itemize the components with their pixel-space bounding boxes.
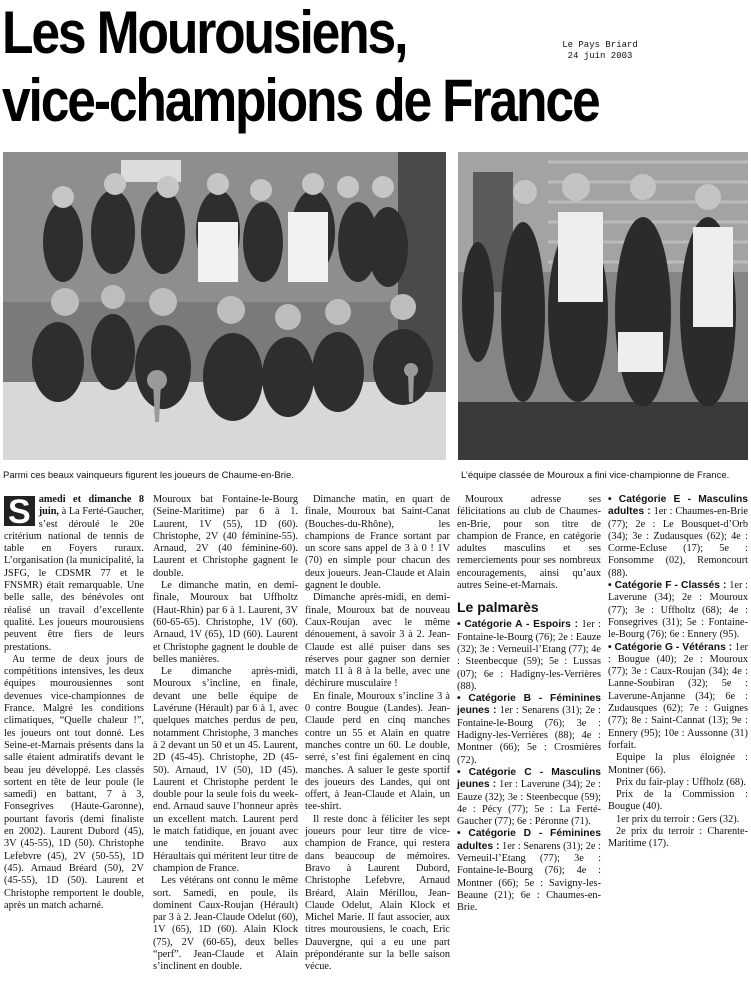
paragraph-7: Dimanche matin, en quart de finale, Mouroux bat Saint-Canat (Bouches-du-Rhône), les champions de France sortant par un score sans appel de 3 à 0 ! 1V (70) en simple pour chacun des deux joueurs. Jean-Claude et Alain gagnent le double. — [305, 494, 450, 592]
paragraph-1: à La Ferté-Gaucher, s’est déroulé le 20e critérium national de tennis de table en Foyers ruraux. L’organisation (la municipalité, la JSFG, le CDSMR 77 et le FNSMR) était remarquable. Une belle salle, des bénévoles ont réalisé un travail d’excellente qualité. Les joueurs mourousiens peuvent être fiers de leurs prestations. — [4, 506, 144, 653]
headline-line-2: vice-champions de France — [2, 67, 599, 134]
category-results: 1er : Laverune (34); 2e : Eauze (32); 3e : Steenbecque (59); 4e : Pécy (77); 5e : La Ferté-Gaucher (77); 6e : Péronne (71). — [457, 779, 601, 828]
paragraph-11: Mouroux adresse ses félicitations au club de Chaumes-en-Brie, pour son titre de champion de France, en catégorie adultes masculins et ses remerciements pour ses nombreux encouragements, ainsi qu’aux autres Seine-et-Marnais. — [457, 494, 601, 592]
paragraph-3: Mouroux bat Fontaine-le-Bourg (Seine-Maritime) par 6 à 1. Laurent, 1V (55), 1D (60). Christophe, 2V (40 féminine-55). Arnaud, 2V (40 féminine-60). Laurent et Christophe gagnent le double. — [153, 494, 298, 579]
headline — [2, 0, 599, 136]
category-results: 1er : Senarens (31); 2e : Fontaine-le-Bourg (76); 3e : Hadigny-les-Verrières (88); 4e : Montner (66); 5e : Crosmières (72). — [457, 705, 601, 766]
category-results: 1er : Chaumes-en-Brie (77); 2e : Le Bousquet-d’Orb (34); 3e : Zudausques (62); 4e : Corme-Ecluse (17); 5e : Fonsomme (02), Remoncourt (88). — [608, 506, 748, 579]
palmares-category-d — [457, 828, 601, 914]
photo-chaumes-team — [3, 152, 446, 460]
palmares-category-b — [457, 693, 601, 767]
source-paper: Le Pays Briard — [562, 40, 638, 50]
category-results: 1er : Fontaine-le-Bourg (76); 2e : Eauze (32); 3e : Verneuil-l’Etang (77); 4e : Steenbecque (59); 5e : Lussas (07); 6e : Hadigny-les-Verrières (88). — [457, 619, 601, 692]
article-column-4 — [457, 494, 601, 998]
article-column-2 — [153, 494, 298, 998]
palmares-category-e — [608, 494, 748, 580]
team-photo-illustration — [458, 152, 748, 460]
category-name: • Catégorie A - Espoirs : — [457, 619, 579, 631]
left-photo-caption: Parmi ces beaux vainqueurs figurent les joueurs de Chaume-en-Brie. — [3, 470, 294, 481]
palmares-category-a — [457, 619, 601, 693]
article-column-1 — [4, 494, 144, 998]
source-credit — [558, 40, 642, 62]
photo-mouroux-team — [458, 152, 748, 460]
article-lead — [4, 494, 144, 654]
category-name: • Catégorie C - Masculins jeunes : — [457, 766, 601, 791]
right-photo-caption: L’équipe classée de Mouroux a fini vice-championne de France. — [461, 470, 730, 481]
category-results: 1er : Bougue (40); 2e : Mouroux (77); 3e : Caux-Roujan (34); 4e : Lanne-Soubiran (32); 5e : Laverune-Anjanne (34); 6e : Zudausques (62); 7e : Guignes (77); 8e : Saint-Cannat (13); 9e : Ennery (95); 10e : Aussonne (31) forfait. — [608, 641, 748, 751]
category-results: 1er : Laverune (34); 2e : Mouroux (77); 3e : Uffholtz (68); 4e : Fonsegrives (31); 5e : Fontaine-le-Bourg (76); 6e : Ennery (95). — [608, 580, 748, 641]
category-name: • Catégorie D - Féminines adultes : — [457, 828, 601, 852]
palmares-extra: Prix de la Commission : Bougue (40). — [608, 789, 748, 813]
paragraph-4: Le dimanche matin, en demi-finale, Mouroux bat Uffholtz (Haut-Rhin) par 6 à 1. Laurent, 3V (60-65-65). Christophe, 1V (60). Arnaud, 1V (65), 1D (60). Laurent et Christophe gagnent le double de belles manières. — [153, 580, 298, 665]
article-column-5 — [608, 494, 748, 998]
palmares-extra: 2e prix du terroir : Charente-Maritime (17). — [608, 826, 748, 850]
headline-line-1: Les Mourousiens, — [2, 0, 407, 66]
palmares-extra: 1er prix du terroir : Gers (32). — [616, 813, 740, 825]
paragraph-10: Il reste donc à féliciter les sept joueurs pour leur titre de vice-champion de France, qui restera dans beaucoup de mémoires. Bravo à Laurent Dubord, Christophe Lefebvre, Arnaud Bréard, Alain Mérillou, Jean-Claude Odelut, Alain Klock et Michel Marie. Il faut associer, aux titres mourousiens, le coach, Eric Dauvergne, qui a eu une part prépondérante sur la belle saison vécue. — [305, 813, 450, 973]
palmares-category-f — [608, 580, 748, 641]
paragraph-9: En finale, Mouroux s’incline 3 à 0 contre Bougue (Landes). Jean-Claude perd en cinq manches contre un 55 et Alain en quatre manches contre un 60. Le double, serré, s’est fini également en cinq manches. A saluer le geste sportif des joueurs des Landes, qui ont offert, à Jean-Claude et Alain, un tee-shirt. — [305, 690, 450, 813]
palmares-extra: Equipe la plus éloignée : Montner (66). — [608, 752, 748, 776]
category-name: • Catégorie G - Vétérans : — [608, 641, 733, 653]
paragraph-5: Le dimanche après-midi, Mouroux s’incline, en finale, devant une belle équipe de Lavérune (Hérault) par 6 à 1, avec quelques matches perdus de peu, notamment Christophe, 3 manches à 2 devant un 50 et un 45. Laurent, 2D (45-45). Christophe, 2D (45-50). Arnaud, 1V (50), 1D (45). Laurent et Christophe perdent le double pour la seule fois du week-end. Arnaud sauve l’honneur après un excellent match. Laurent perd le match fatidique, en jouant avec une tendinite. Bravo aux Héraultais qui méritent leur titre de champion de France. — [153, 666, 298, 874]
paragraph-8: Dimanche après-midi, en demi-finale, Mouroux bat de nouveau Caux-Roujan avec le même dénouement, à savoir 3 à 2. Jean-Claude est allé puiser dans ses réserves pour gagner son dernier match 11 à 8 à la belle, avec une déchirure musculaire ! — [305, 592, 450, 690]
paragraph-2: Au terme de deux jours de compétitions intensives, les deux équipes mourousiennes sont devenues vice-championnes de France. Malgré les conditions climatiques, “Quelle chaleur !”, les joueurs ont tout donné. Les Seine-et-Marnais présents dans la salle étaient admiratifs devant le beau jeu développé. Les classés sortent en tête de leur poule (le samedi) en battant, 7 à 3, Fonsegrives (Haute-Garonne), pourtant favoris (demi finaliste en 2002). Laurent Dubord (45), 3V (45-55), 1D (50). Christophe Lefebvre (45), 2V (50-55), 1D (45). Arnaud Bréard (50), 2V (45-55), 1D (50). Laurent et Christophe remportent le double, après un match acharné. — [4, 653, 144, 911]
source-date: 24 juin 2003 — [567, 51, 633, 61]
palmares-title: Le palmarès — [457, 599, 539, 616]
paragraph-6: Les vétérans ont connu le même sort. Samedi, en poule, ils dominent Caux-Roujan (Hérault) par 3 à 2. Jean-Claude Odelut (60), 1V (65), 1D (60). Alain Klock (75), 2V (60-65), deux belles “perf”. Jean-Claude et Alain s’inclinent en double. — [153, 875, 298, 973]
article-column-3 — [305, 494, 450, 998]
team-photo-illustration — [3, 152, 446, 460]
category-name: • Catégorie F - Classés : — [608, 580, 727, 592]
category-name: • Catégorie B - Féminines jeunes : — [457, 693, 601, 717]
palmares-extra: Prix du fair-play : Uffholz (68). — [616, 776, 746, 788]
lead-bold: amedi et dimanche 8 juin, — [38, 494, 144, 518]
palmares-category-g — [608, 642, 748, 753]
category-results: 1er : Senarens (31); 2e : Verneuil-l’Etang (77); 3e : Fontaine-le-Bourg (76); 4e : Montner (66); 5e : Savigny-les-Beaune (21); 6e : Chaumes-en-Brie. — [457, 840, 601, 914]
palmares-category-c — [457, 767, 601, 828]
category-name: • Catégorie E - Masculins adultes : — [608, 494, 748, 518]
dropcap: S — [4, 496, 35, 526]
